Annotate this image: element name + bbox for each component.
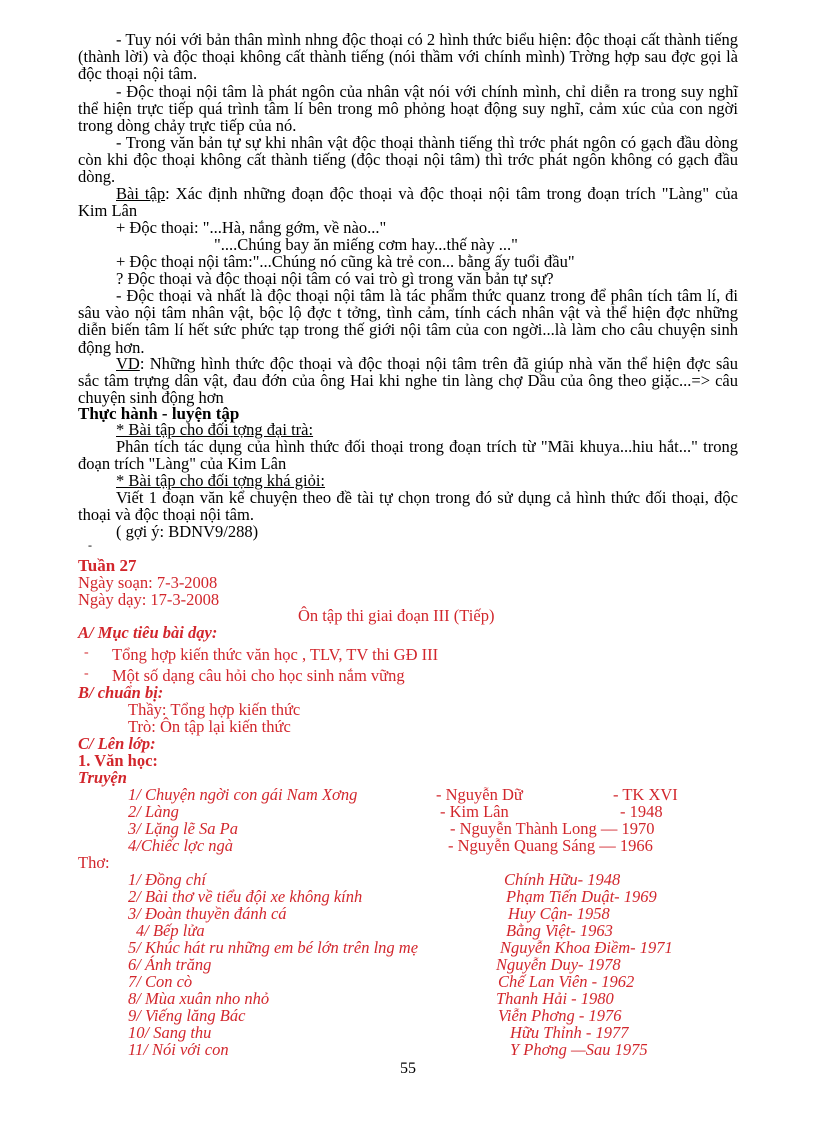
poem-title: 2/ Bài thơ về tiểu đội xe không kính — [128, 887, 363, 906]
section-c-heading: C/ Lên lớp: — [78, 734, 156, 753]
story-author: - Nguyễn Quang Sáng — 1966 — [448, 836, 653, 855]
poem-author: Nguyễn Khoa Điềm- 1971 — [500, 938, 673, 957]
poem-title: 4/ Bếp lửa — [136, 921, 205, 940]
poem-author: Viễn Phơng - 1976 — [498, 1006, 622, 1025]
poem-title: 6/ Ánh trăng — [128, 955, 212, 974]
poem-author: Phạm Tiến Duật- 1969 — [506, 887, 657, 906]
story-author: - Nguyễn Dữ — [436, 785, 523, 804]
paragraph-example — [78, 355, 738, 407]
story-title: 3/ Lặng lẽ Sa Pa — [128, 819, 238, 838]
student-preparation: Trò: Ôn tập lại kiến thức — [128, 717, 291, 736]
poem-author: Thanh Hải - 1980 — [496, 989, 614, 1008]
stories-label: Truyện — [78, 768, 127, 787]
practice-group-2-text: Viết 1 đoạn văn kể chuyện theo đề tài tự chọn trong đó sử dụng cả hình thức đối thoại, độc thoại và độc thoại nội tâm. — [78, 488, 738, 525]
story-title: 1/ Chuyện ngời con gái Nam Xơng — [128, 785, 358, 804]
week-heading: Tuần 27 — [78, 556, 137, 575]
vd-text: : Những hình thức độc thoại và độc thoại nội tâm trên đã giúp nhà văn thể hiện đợc sâu sắc tâm trựng dân vật, đau đớn của ông Hai khi nghe tin làng chợ Dầu của ông theo giặc...=> câu chuyện sinh động hơn — [78, 354, 738, 408]
exercise-label: Bài tập — [116, 184, 166, 203]
stray-dash: - — [88, 538, 92, 552]
poem-author: Nguyễn Duy- 1978 — [496, 955, 621, 974]
poems-label: Thơ: — [78, 853, 110, 872]
teacher-preparation: Thầy: Tổng hợp kiến thức — [128, 700, 301, 719]
paragraph-inner-monologue-definition: - Độc thoại nội tâm là phát ngôn của nhân vật nói với chính mình, chỉ diễn ra trong suy nghĩ thể hiện trực tiếp quá trình tâm lí bên trong mô phỏng hoạt động suy nghĩ, cảm xúc của con ngời trong dòng chảy trực tiếp của nó. — [78, 82, 738, 136]
section-a-heading: A/ Mục tiêu bài dạy: — [78, 623, 218, 642]
lesson-title: Ôn tập thi giai đoạn III (Tiếp) — [298, 606, 495, 625]
date-prepared: Ngày soạn: 7-3-2008 — [78, 573, 218, 592]
poem-title: 11/ Nói với con — [128, 1040, 229, 1059]
page-number: 55 — [400, 1060, 416, 1077]
poem-title: 3/ Đoàn thuyền đánh cá — [128, 904, 287, 923]
story-author: - Nguyễn Thành Long — 1970 — [450, 819, 655, 838]
paragraph-role-answer: - Độc thoại và nhất là độc thoại nội tâm là tác phẩm thức quanz trong để phân tích tâm lí, đi sâu vào nội tâm nhân vật, bộc lộ đợc t tởng, tình cảm, tính cách nhân vật và thể hiện đợc những diễn biến tâm lí hết sức phức tạp trong thế giới nội tâm của con ngời...là làm cho câu chuyện sinh động hơn. — [78, 286, 738, 357]
vd-label: VD — [116, 354, 140, 373]
question-role: ? Độc thoại và độc thoại nội tâm có vai trò gì trong văn bản tự sự? — [116, 269, 554, 288]
practice-group-2-label: * Bài tập cho đối tợng khá giỏi: — [116, 471, 325, 490]
poem-author: Y Phơng —Sau 1975 — [510, 1040, 648, 1059]
poem-title: 1/ Đồng chí — [128, 870, 206, 889]
story-year: - TK XVI — [613, 785, 678, 804]
story-title: 4/Chiếc lợc ngà — [128, 836, 234, 855]
poem-title: 8/ Mùa xuân nho nhỏ — [128, 989, 270, 1008]
goal-bullet-2: - — [84, 666, 89, 681]
poem-author: Chính Hữu- 1948 — [504, 870, 621, 889]
paragraph-exercise — [78, 185, 738, 219]
poem-title: 10/ Sang thu — [128, 1023, 212, 1042]
poem-title: 9/ Viếng lăng Bác — [128, 1006, 246, 1025]
section-b-heading: B/ chuẩn bị: — [78, 683, 164, 702]
story-year: - 1948 — [620, 802, 663, 821]
practice-heading: Thực hành - luyện tập — [78, 404, 240, 423]
goal-1: Tổng hợp kiến thức văn học , TLV, TV thi GĐ III — [112, 645, 439, 664]
practice-group-1-text: Phân tích tác dụng của hình thức đối thoại trong đoạn trích từ "Mãi khuya...hiu hắt..." trong đoạn trích "Làng" của Kim Lân — [78, 437, 738, 474]
inner-monologue-example: + Độc thoại nội tâm:"...Chúng nó cũng kà trẻ con... bằng ấy tuổi đầu" — [116, 252, 575, 271]
literature-heading: 1. Văn học: — [78, 751, 158, 770]
date-taught: Ngày dạy: 17-3-2008 — [78, 590, 220, 609]
monologue-example-1: + Độc thoại: "...Hà, nắng gớm, về nào..." — [116, 218, 387, 237]
poem-title: 7/ Con cò — [128, 972, 193, 991]
practice-group-1-label: * Bài tập cho đối tợng đại trà: — [116, 420, 314, 439]
practice-hint: ( gợi ý: BDNV9/288) — [116, 522, 259, 541]
paragraph-narrative-dash-rule: - Trong văn bản tự sự khi nhân vật độc thoại thành tiếng thì trớc phát ngôn có gạch đầu dòng còn khi độc thoại không cất thành tiếng (độc thoại nội tâm) thì trớc phát ngôn không có gạch đầu dòng. — [78, 133, 738, 187]
goal-bullet-1: - — [84, 645, 89, 660]
goal-2: Một số dạng câu hỏi cho học sinh nắm vững — [112, 666, 405, 685]
poem-title: 5/ Khúc hát ru những em bé lớn trên lng mẹ — [128, 938, 419, 957]
poem-author: Chế Lan Viên - 1962 — [498, 972, 635, 991]
exercise-text: : Xác định những đoạn độc thoại và độc thoại nội tâm trong đoạn trích "Làng" của Kim Lân — [78, 184, 739, 221]
poem-author: Bằng Việt- 1963 — [506, 921, 613, 940]
monologue-example-2: "....Chúng bay ăn miếng cơm hay...thế này ..." — [214, 235, 518, 254]
poem-author: Huy Cận- 1958 — [508, 904, 610, 923]
story-title: 2/ Làng — [128, 802, 179, 821]
story-author: - Kim Lân — [440, 802, 509, 821]
paragraph-monologue-forms: - Tuy nói với bản thân mình nhng độc thoại có 2 hình thức biểu hiện: độc thoại cất thành tiếng (thành lời) và độc thoại không cất thành tiếng (nói thầm với chính mình) Trờng hợp sau đợc gọi là độc thoại nội tâm. — [78, 30, 738, 84]
poem-author: Hữu Thỉnh - 1977 — [510, 1023, 629, 1042]
